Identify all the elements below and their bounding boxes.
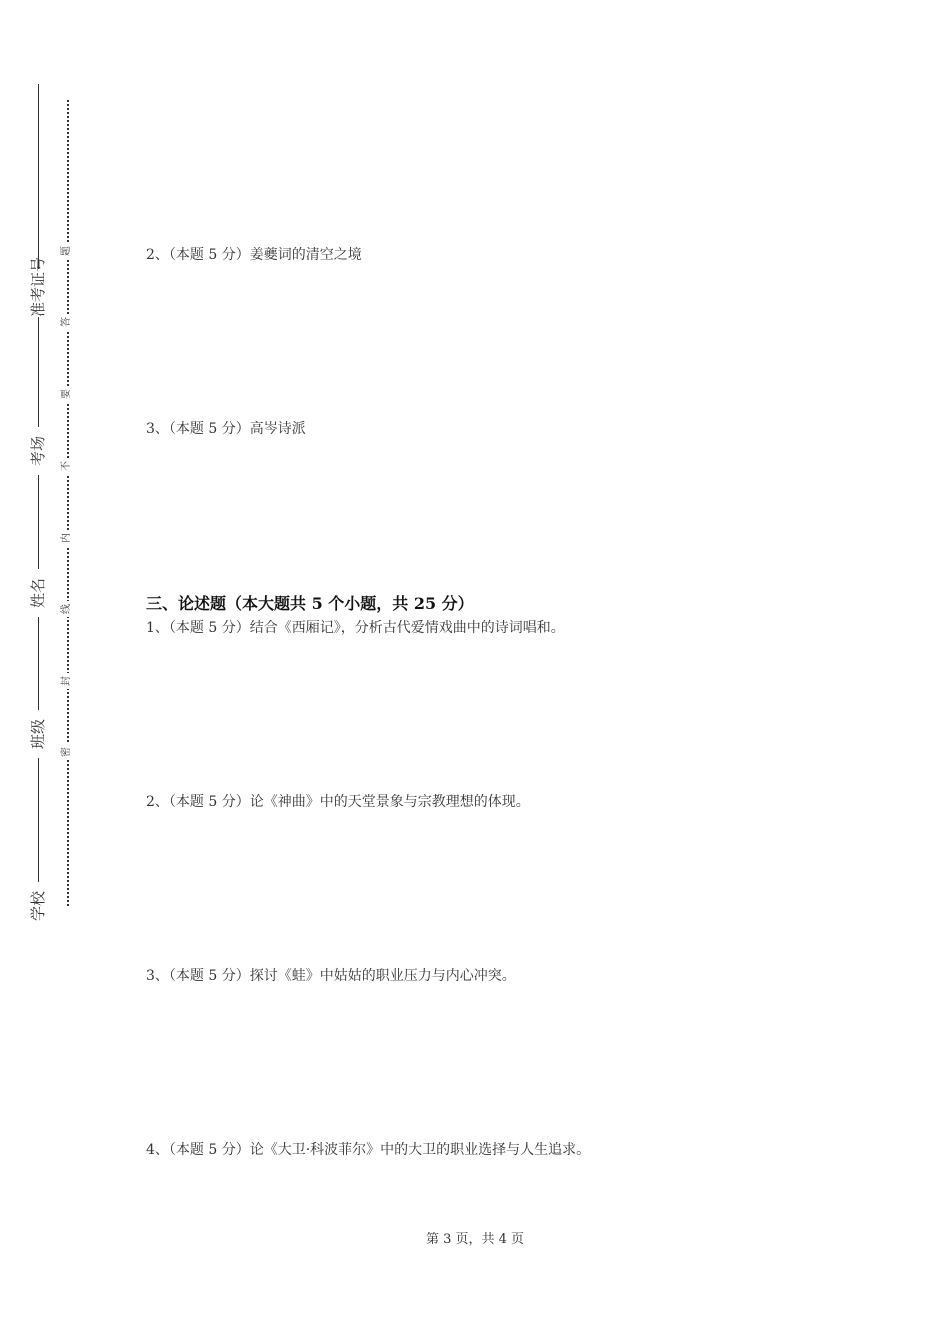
exam-room-label: 考场 [23,427,53,475]
question-item: 3、（本题 5 分）探讨《蛙》中姑姑的职业压力与内心冲突。 [146,968,516,984]
seal-char: 不 [59,458,75,474]
school-label: 学校 [23,882,53,930]
page-footer: 第 3 页，共 4 页 [425,1232,525,1247]
name-label: 姓名 [23,569,53,617]
seal-char: 要 [59,386,75,402]
seal-char: 答 [59,314,75,330]
question-item: 2、（本题 5 分）姜夔词的清空之境 [146,247,362,263]
seal-char: 密 [59,744,75,760]
binding-solid-line [38,84,39,922]
seal-char: 线 [59,601,75,617]
exam-id-label: 准考证号 [23,269,53,317]
seal-char: 封 [59,673,75,689]
binding-dotted-line [67,100,69,906]
question-item: 3、（本题 5 分）高岑诗派 [146,421,306,437]
question-item: 2、（本题 5 分）论《神曲》中的天堂景象与宗教理想的体现。 [146,794,530,810]
class-label: 班级 [23,710,53,758]
question-item: 1、（本题 5 分）结合《西厢记》，分析古代爱情戏曲中的诗词唱和。 [146,620,565,636]
seal-char: 题 [59,243,75,259]
seal-char: 内 [59,530,75,546]
question-item: 4、（本题 5 分）论《大卫·科波菲尔》中的大卫的职业选择与人生追求。 [146,1142,591,1158]
section-heading: 三、论述题（本大题共 5 个小题，共 25 分） [146,594,474,613]
